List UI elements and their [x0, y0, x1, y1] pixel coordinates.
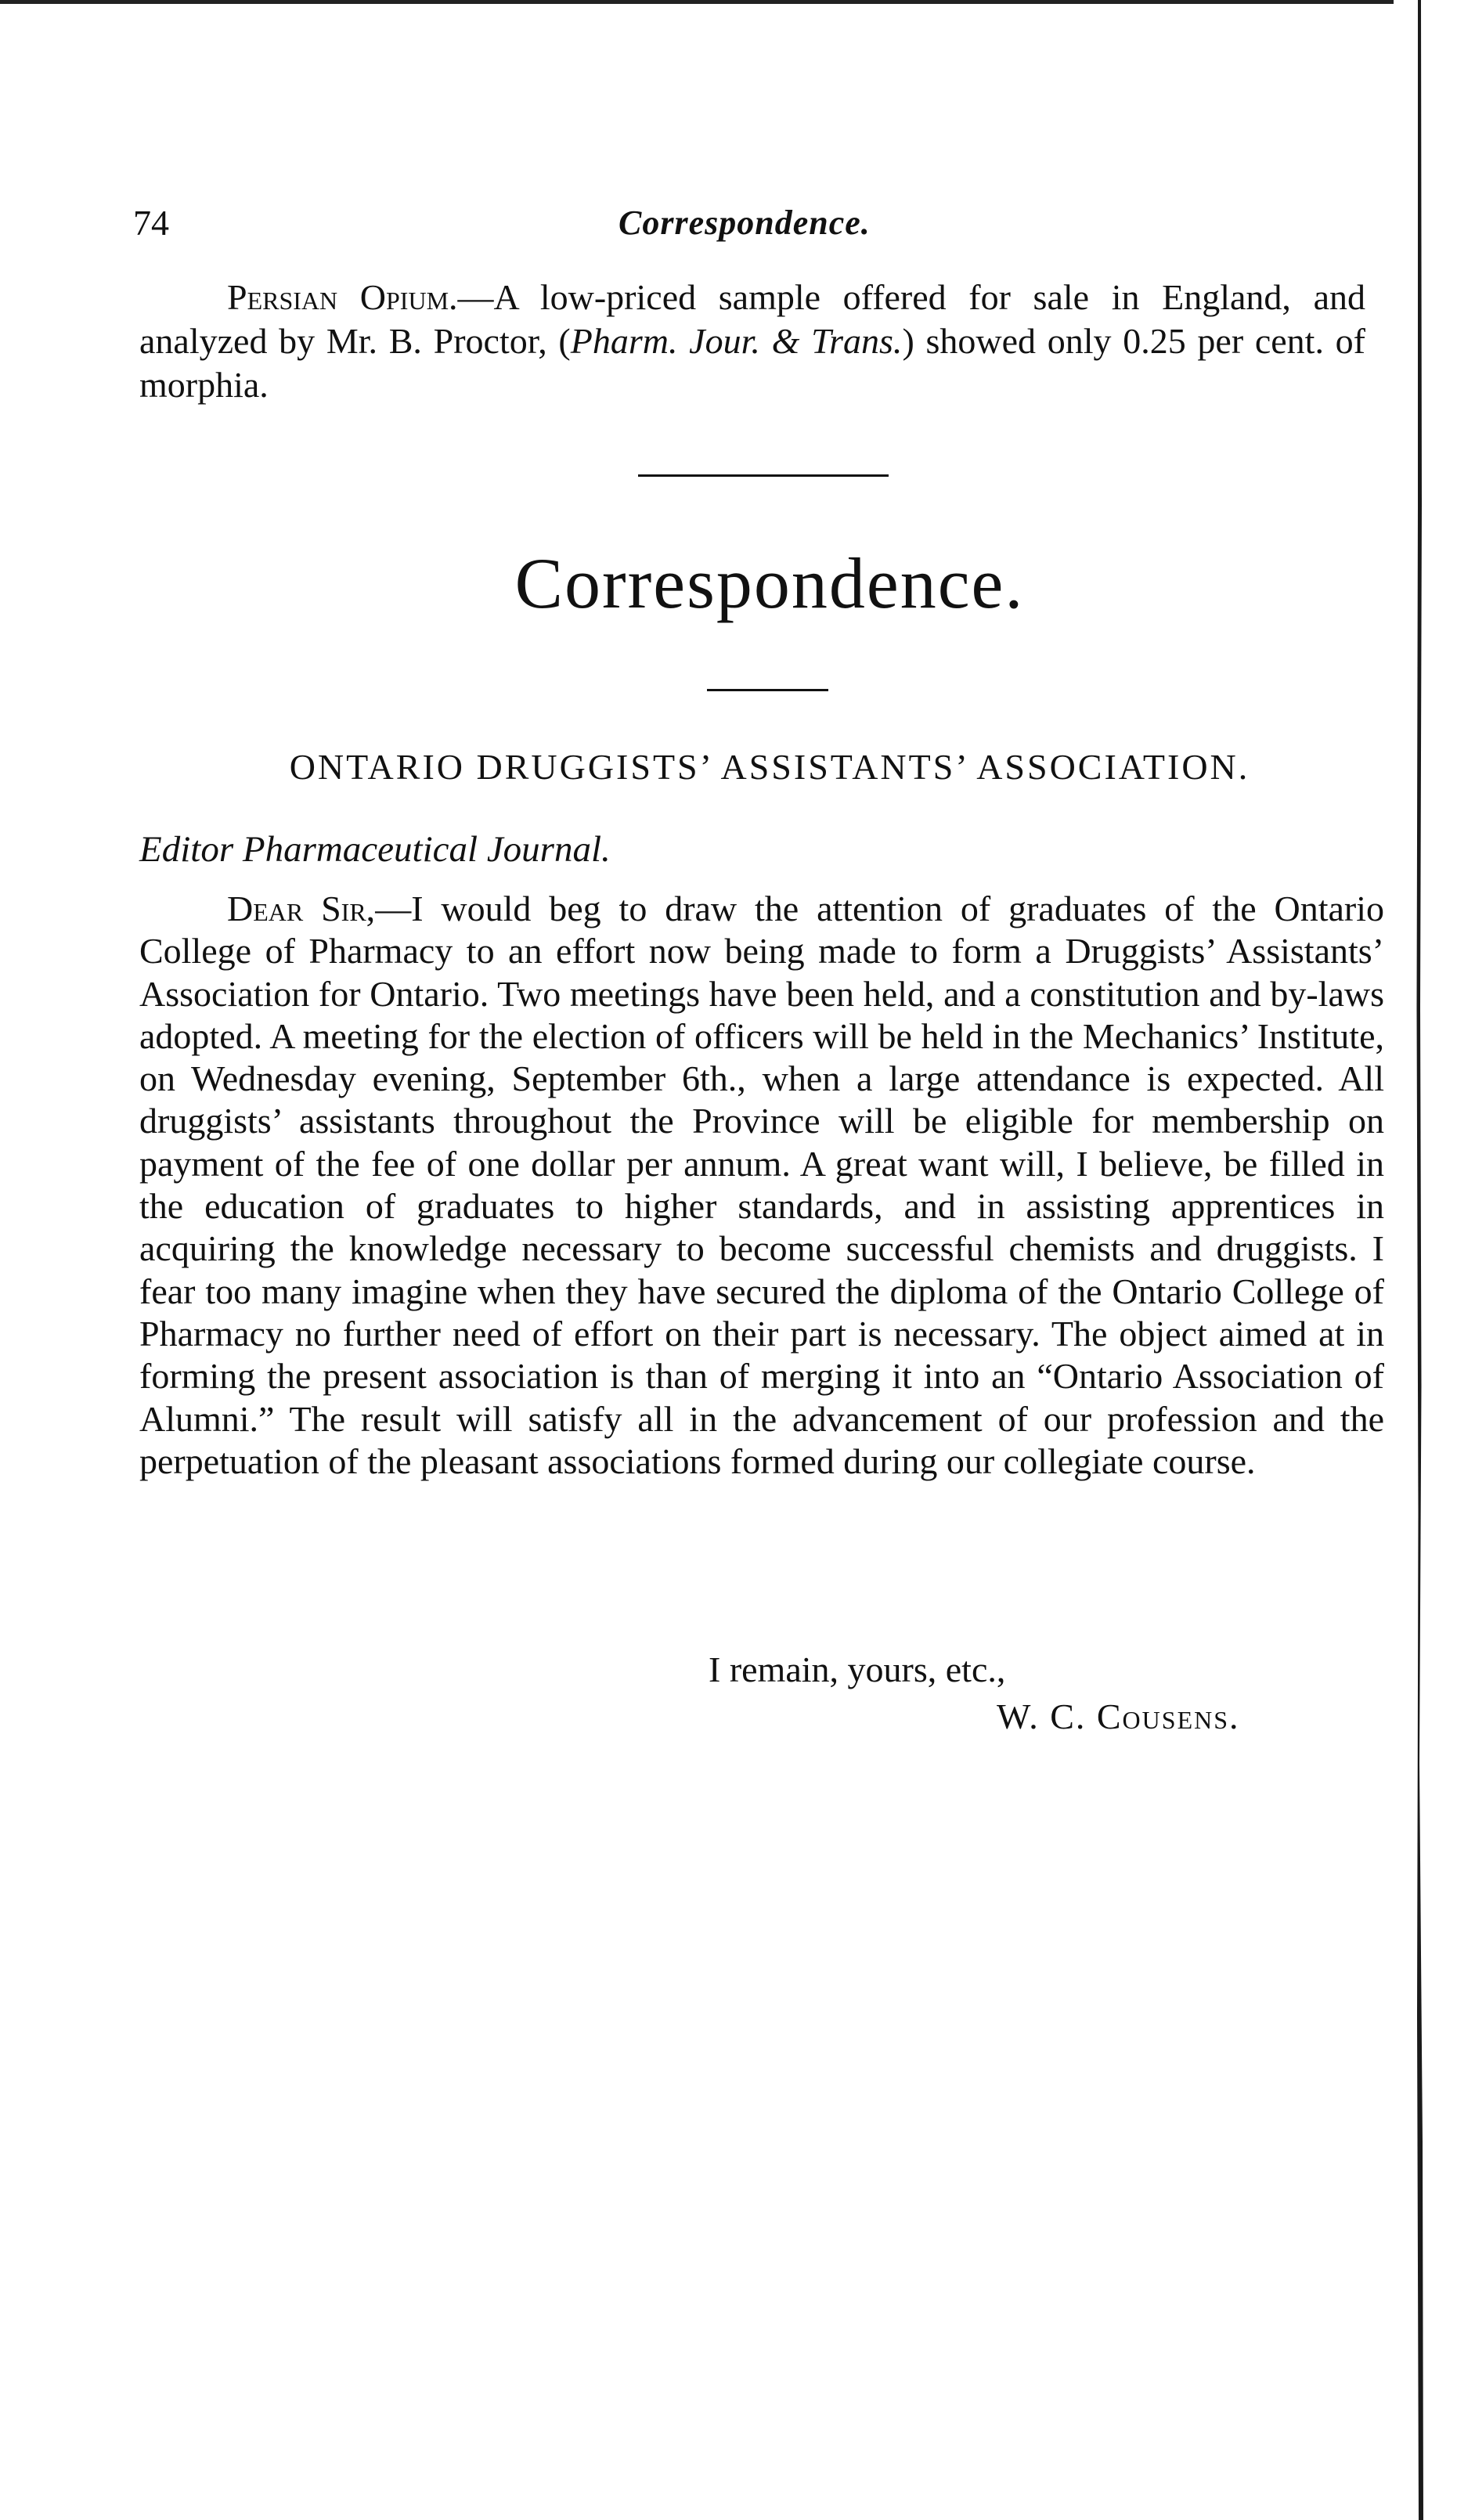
opium-note-text-2: ) showed only 0.25 per cent. of morphia. — [139, 321, 1365, 405]
letter-closing: I remain, yours, etc., — [709, 1649, 1006, 1689]
opium-note-lead: Persian Opium. — [227, 277, 458, 317]
section-divider-top — [638, 474, 889, 477]
running-title: Correspondence. — [619, 204, 871, 242]
section-divider-bottom — [707, 689, 828, 691]
letter-heading: ONTARIO DRUGGISTS’ ASSISTANTS’ ASSOCIATION. — [289, 747, 1250, 787]
opium-note-citation: Pharm. Jour. & Trans. — [570, 321, 903, 361]
scan-edge-right — [1416, 0, 1423, 2520]
page-number: 74 — [133, 203, 169, 243]
letter-body — [139, 888, 1384, 1483]
scan-edge-top — [0, 0, 1394, 4]
letter-salutation: Editor Pharmaceutical Journal. — [139, 829, 611, 870]
letter-body-text: —I would beg to draw the attention of graduates of the Ontario College of Pharmacy to an effort now being made to form a Druggists’ Assistants’ Association for Ontario. Two meetings have been held, and a constitution and by-laws adopted. A meeting for the election of officers will be held in the Mechanics’ Institute, on Wednesday evening, September 6th., when a large attendance is expected. All druggists’ assistants throughout the Province will be eligible for membership on payment of the fee of one dollar per annum. A great want will, I believe, be filled in the education of graduates to higher standards, and in assisting apprentices in acquiring the knowledge necessary to become successful chemists and druggists. I fear too many imagine when they have secured the diploma of the Ontario College of Pharmacy no further need of effort on their part is necessary. The object aimed at in forming the present association is than of merging it into an “Ontario Association of Alumni.” The result will satisfy all in the advancement of our profession and the perpetuation of the pleasant associations formed during our collegiate course. — [139, 889, 1384, 1481]
opium-note — [139, 276, 1365, 407]
letter-greeting: Dear Sir, — [227, 889, 376, 928]
running-head — [133, 200, 1354, 247]
opium-note-text-1: —A low-priced sample offered for sale in England, and analyzed by Mr. B. Proctor, ( — [139, 277, 1365, 361]
section-title: Correspondence. — [514, 543, 1025, 623]
letter-signature: W. C. Cousens. — [997, 1696, 1240, 1736]
